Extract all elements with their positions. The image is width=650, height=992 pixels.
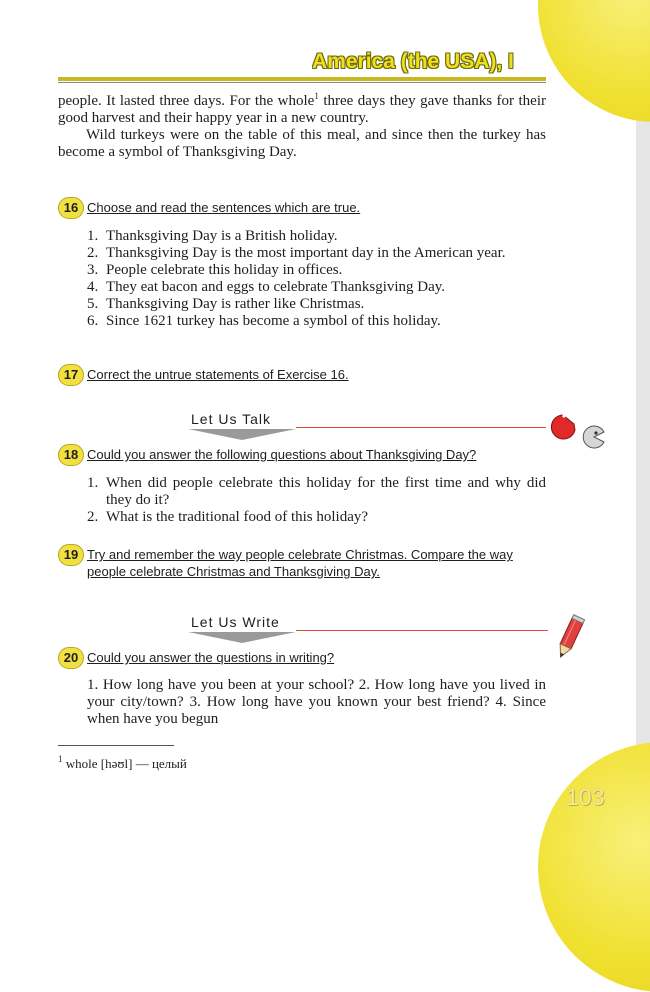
intro-paragraph bbox=[58, 93, 546, 161]
footnote-rule bbox=[58, 745, 174, 746]
exercise-20-questions: 1. How long have you been at your school? 2. How long have you lived in your city/town? 3. How long have you known your best friend? 4. Since when have you begun bbox=[87, 677, 546, 727]
page-number: 103 bbox=[566, 784, 605, 810]
list-item: 4. They eat bacon and eggs to celebrate Thanksgiving Day. bbox=[87, 279, 446, 295]
exercise-19-instruction: Try and remember the way people celebrate Christmas. Compare the way people celebrate Christmas and Thanksgiving Day. bbox=[87, 547, 513, 579]
list-item: 1. When did people celebrate this holiday for the first time and why did they do it? bbox=[87, 475, 546, 508]
exercise-17-instruction: Correct the untrue statements of Exercise 16. bbox=[87, 367, 349, 382]
exercise-16-list bbox=[87, 228, 546, 330]
page-edge bbox=[636, 0, 650, 863]
list-item: 2. What is the traditional food of this holiday? bbox=[87, 509, 369, 525]
section-title-write: Let Us Write bbox=[191, 614, 280, 630]
exercise-16-instruction: Choose and read the sentences which are true. bbox=[87, 200, 361, 215]
exercise-20-instruction: Could you answer the questions in writing? bbox=[87, 650, 335, 665]
exercise-20-badge: 20 bbox=[58, 647, 84, 669]
corner-decoration-top bbox=[538, 0, 650, 122]
corner-decoration-bottom bbox=[538, 742, 650, 992]
exercise-18-list bbox=[87, 475, 546, 526]
exercise-18-instruction: Could you answer the following questions about Thanksgiving Day? bbox=[87, 447, 477, 462]
exercise-17-badge: 17 bbox=[58, 364, 84, 386]
pencil-icon bbox=[552, 614, 586, 664]
section-title-talk: Let Us Talk bbox=[191, 411, 271, 427]
list-item: 5. Thanksgiving Day is rather like Christmas. bbox=[87, 296, 365, 312]
exercise-18-badge: 18 bbox=[58, 444, 84, 466]
header-rule-thin bbox=[58, 82, 546, 83]
list-item: 3. People celebrate this holiday in offices. bbox=[87, 262, 343, 278]
list-item: 2. Thanksgiving Day is the most important day in the American year. bbox=[87, 245, 506, 261]
list-item: 6. Since 1621 turkey has become a symbol of this holiday. bbox=[87, 313, 441, 329]
section-arrow-talk bbox=[188, 429, 296, 440]
pacman-icon bbox=[550, 410, 608, 452]
chapter-title: America (the USA), I bbox=[312, 50, 514, 73]
intro-text-b: three days they gave thanks for their good harvest and their happy year in a new country. bbox=[58, 93, 546, 126]
intro-text-a: people. It lasted three days. For the whole bbox=[58, 93, 315, 109]
section-line-write bbox=[296, 630, 548, 631]
footnote-ref: 1 bbox=[314, 91, 319, 101]
header-rule bbox=[58, 77, 546, 81]
footnote: $^1$ whole [həʊl] — целый bbox=[58, 754, 187, 771]
list-item: 1. Thanksgiving Day is a British holiday. bbox=[87, 228, 338, 244]
section-line-talk bbox=[296, 427, 546, 428]
intro-paragraph-2: Wild turkeys were on the table of this meal, and since then the turkey has become a symbol of Thanksgiving Day. bbox=[58, 127, 546, 160]
section-arrow-write bbox=[188, 632, 296, 643]
exercise-16-badge: 16 bbox=[58, 197, 84, 219]
exercise-19-badge: 19 bbox=[58, 544, 84, 566]
